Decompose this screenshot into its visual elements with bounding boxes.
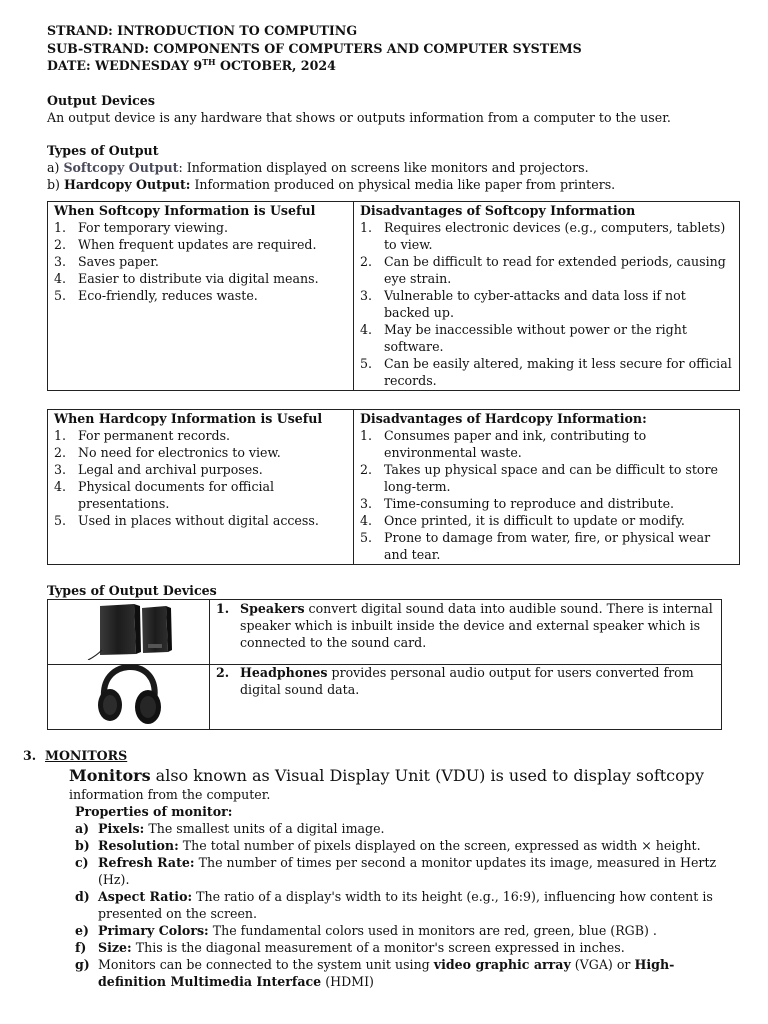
list-item [54,478,347,512]
item-text: No need for electronics to view. [78,444,281,460]
property-term: video graphic array [433,956,571,972]
date-sup: TH [202,56,216,67]
softcopy-disadvantages-header: Disadvantages of Softcopy Information [360,202,636,218]
item-number: 2. [360,461,373,477]
item-number: 3. [54,253,67,269]
list-item [360,495,733,512]
item-text: Once printed, it is difficult to update or modify. [384,512,685,528]
item-text: Prone to damage from water, fire, or physical wear and tear. [384,529,711,562]
item-number: 3. [54,461,67,477]
item-marker: b) [75,837,90,853]
item-text: Legal and archival purposes. [78,461,263,477]
softcopy-disadvantages-cell [354,201,740,390]
property-text: The smallest units of a digital image. [144,820,385,836]
softcopy-output-line [47,159,742,176]
document-page [23,22,742,990]
item-marker: e) [75,922,89,938]
item-text: Eco-friendly, reduces waste. [78,287,258,303]
property-text: The fundamental colors used in monitors are red, green, blue (RGB) . [208,922,657,938]
list-item [54,287,347,304]
item-number: 4. [360,512,373,528]
list-item [360,355,733,389]
monitor-properties-title: Properties of monitor: [75,803,233,819]
headphones-image [48,665,208,725]
output-devices-title: Output Devices [47,92,155,108]
softcopy-useful-cell [48,201,354,390]
list-item [54,444,347,461]
property-text: The total number of pixels displayed on the screen, expressed as width × height. [178,837,701,853]
item-number: 4. [54,478,67,494]
list-item [54,219,347,236]
item-text: Consumes paper and ink, contributing to environmental waste. [384,427,647,460]
list-item [75,854,742,888]
types-of-output-title: Types of Output [47,142,159,158]
headphones-description-cell [210,664,722,729]
output-devices-types-title: Types of Output Devices [47,582,217,598]
output-devices-definition: An output device is any hardware that shows or outputs information from a computer to the user. [47,109,671,125]
item-number: 5. [360,529,373,545]
date-prefix: DATE: WEDNESDAY 9 [47,58,203,73]
list-item [54,427,347,444]
softcopy-term: Softcopy Output [63,159,179,175]
property-term: Refresh Rate: [98,854,195,870]
monitors-intro-text: also known as Visual Display Unit (VDU) is used to display softcopy [150,765,705,785]
property-text: (HDMI) [321,973,374,989]
item-number: 4. [54,270,67,286]
softcopy-table [47,201,740,391]
hardcopy-useful-cell [48,409,354,564]
property-text: (VGA) or [570,956,635,972]
monitor-properties-list [75,820,742,990]
property-text: Monitors can be connected to the system unit using [98,956,434,972]
speakers-image-cell [48,599,210,664]
list-item [360,253,733,287]
list-item [75,837,742,854]
strand-heading: STRAND: INTRODUCTION TO COMPUTING [47,23,358,38]
property-term: Pixels: [98,820,145,836]
date-suffix: OCTOBER, 2024 [215,58,336,73]
list-item [360,219,733,253]
item-text: Vulnerable to cyber-attacks and data loss if not backed up. [384,287,686,320]
softcopy-text: : Information displayed on screens like monitors and projectors. [178,159,589,175]
monitors-heading-text: MONITORS [45,747,128,763]
item-text: For permanent records. [78,427,231,443]
speakers-description-cell [210,599,722,664]
item-number: 5. [54,512,67,528]
substrand-heading: SUB-STRAND: COMPONENTS OF COMPUTERS AND COMPUTER SYSTEMS [47,40,582,56]
list-item [75,922,742,939]
item-marker: g) [75,956,90,972]
item-marker: a) [75,820,90,836]
item-marker: d) [75,888,90,904]
item-marker: c) [75,854,89,870]
hardcopy-output-line [47,176,742,193]
item-text: Takes up physical space and can be difficult to store long-term. [384,461,718,494]
property-text: The number of times per second a monitor updates its image, measured in Hertz (Hz). [98,854,717,887]
softcopy-marker: a) [47,159,64,175]
item-number: 3. [360,287,373,303]
speakers-item [216,600,715,651]
list-item [75,956,742,990]
list-item [360,321,733,355]
property-term: Aspect Ratio: [98,888,193,904]
item-number: 5. [54,287,67,303]
item-number: 2. [54,444,67,460]
list-item [360,427,733,461]
item-text: Can be easily altered, making it less secure for official records. [384,355,732,388]
headphones-image-cell [48,664,210,729]
list-item [54,236,347,253]
property-term: Primary Colors: [98,922,209,938]
item-number: 1. [54,219,67,235]
list-item [360,461,733,495]
item-marker: f) [75,939,87,955]
item-text: Saves paper. [78,253,159,269]
item-number: 1. [360,219,373,235]
item-text: Time-consuming to reproduce and distribute. [384,495,675,511]
list-item [54,270,347,287]
item-number: 2. [54,236,67,252]
speakers-term: Speakers [240,600,305,616]
hardcopy-disadvantages-cell [354,409,740,564]
item-number: 5. [360,355,373,371]
list-item [360,512,733,529]
item-text: When frequent updates are required. [78,236,317,252]
item-text: Can be difficult to read for extended periods, causing eye strain. [384,253,726,286]
speakers-text: convert digital sound data into audible sound. There is internal speaker which is inbuilt inside the device and external speaker which is connected to the sound card. [240,600,713,650]
headphones-item [216,664,715,698]
list-item [54,512,347,529]
hardcopy-useful-list [54,427,347,529]
item-number: 1. [360,427,373,443]
item-number: 4. [360,321,373,337]
item-text: Physical documents for official presentations. [78,478,275,511]
headphones-term: Headphones [240,664,328,680]
hardcopy-term: Hardcopy Output: [63,176,191,192]
item-number: 2. [216,664,230,680]
devices-table [47,599,722,730]
property-text: The ratio of a display's width to its height (e.g., 16:9), influencing how content is presented on the screen. [98,888,713,921]
softcopy-useful-header: When Softcopy Information is Useful [54,202,316,218]
item-number: 2. [360,253,373,269]
list-item [75,888,742,922]
softcopy-disadvantages-list [360,219,733,389]
item-text: Used in places without digital access. [78,512,319,528]
hardcopy-text: Information produced on physical media like paper from printers. [190,176,616,192]
date-heading [47,57,742,75]
speakers-image [48,600,208,660]
item-text: May be inaccessible without power or the right software. [384,321,687,354]
list-item [54,461,347,478]
item-number: 1. [216,600,230,616]
monitors-term: Monitors [69,765,151,785]
monitors-intro-continued: information from the computer. [69,786,271,802]
list-item [360,287,733,321]
hardcopy-table [47,409,740,565]
hardcopy-useful-header: When Hardcopy Information is Useful [54,410,323,426]
list-item [75,820,742,837]
item-number: 3. [360,495,373,511]
property-term: Size: [98,939,132,955]
monitors-heading [23,747,742,764]
item-text: Requires electronic devices (e.g., computers, tablets) to view. [384,219,726,252]
item-text: Easier to distribute via digital means. [78,270,319,286]
list-item [75,939,742,956]
softcopy-useful-list [54,219,347,304]
hardcopy-disadvantages-list [360,427,733,563]
hardcopy-marker: b) [47,176,64,192]
property-term: High-definition Multimedia Interface [98,956,675,989]
property-term: Resolution: [98,837,179,853]
monitors-intro [69,766,742,786]
list-item [360,529,733,563]
item-text: For temporary viewing. [78,219,228,235]
headphones-text: provides personal audio output for users converted from digital sound data. [240,664,694,697]
hardcopy-disadvantages-header: Disadvantages of Hardcopy Information: [360,410,647,426]
list-item [54,253,347,270]
property-text: This is the diagonal measurement of a monitor's screen expressed in inches. [131,939,625,955]
item-number: 1. [54,427,67,443]
item-number: 3. [23,747,37,763]
